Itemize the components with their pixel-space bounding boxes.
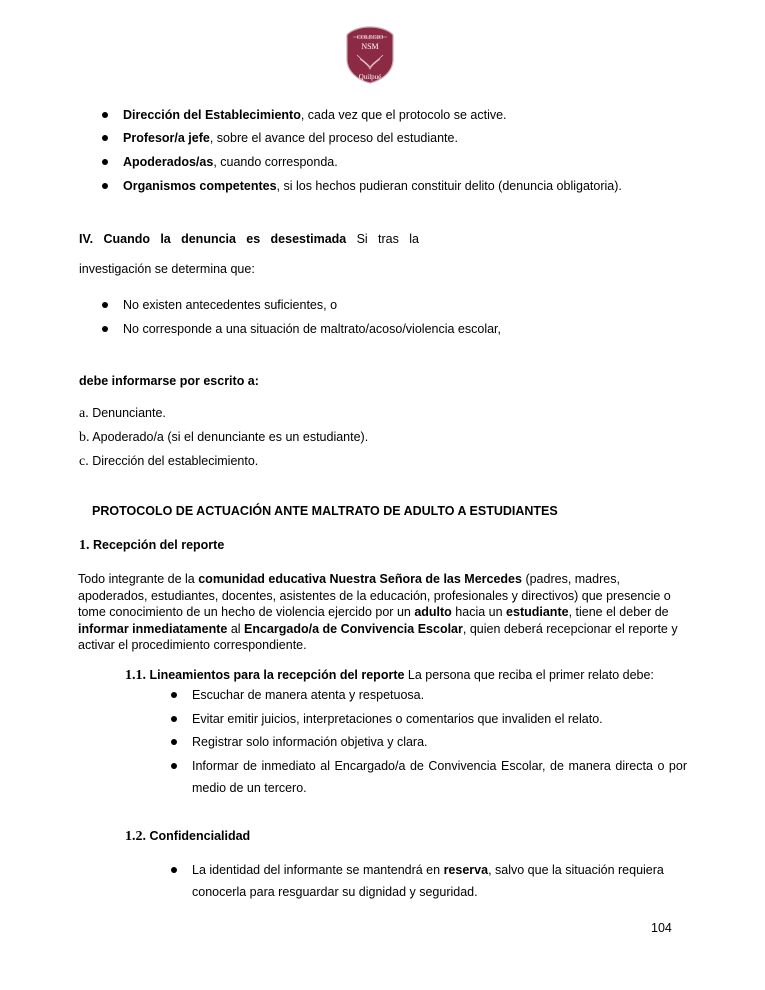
svg-text:NSM: NSM (361, 42, 379, 51)
list-item-text: , sobre el avance del proceso del estudiante. (209, 131, 458, 145)
inform-heading: debe informarse por escrito a: (79, 374, 259, 388)
heading-word: es (246, 232, 261, 246)
heading-word: tras (378, 232, 399, 246)
list-letter: b. (79, 430, 90, 445)
list-item: Evitar emitir juicios, interpretaciones o comentarios que invaliden el relato. (192, 712, 603, 726)
svg-text:COLEGIO: COLEGIO (356, 35, 384, 41)
svg-text:Quilpué: Quilpué (358, 73, 382, 81)
list-item: Registrar solo información objetiva y clara. (192, 735, 428, 749)
page-number: 104 (651, 921, 672, 935)
school-crest-logo (343, 25, 397, 85)
list-item-text: , si los hechos pudieran constituir delito (denuncia obligatoria). (276, 179, 622, 193)
text-run: , salvo que la situación requiera conocerla para resguardar su dignidad y seguridad. (192, 863, 664, 899)
bold-run: adulto (414, 605, 452, 619)
section-title: Recepción del reporte (92, 538, 225, 552)
text-run: La identidad del informante se mantendrá en (192, 863, 444, 877)
section-number: 1.1. (125, 668, 146, 683)
heading-word: denuncia (181, 232, 236, 246)
bullet-dot (171, 867, 177, 873)
text-run: (padres, madres, apoderados, estudiantes, docentes, asistentes de la educación, profesionales y directivos) que presencie o tome conocimiento de un hecho de violencia ejercido por un (78, 572, 671, 619)
bold-run: reserva (443, 863, 489, 877)
text-run: , quien deberá recepcionar el reporte y activar el procedimiento correspondiente. (78, 621, 678, 652)
list-item-bold: Profesor/a jefe (123, 131, 210, 145)
bullet-dot (171, 692, 177, 698)
list-item (123, 131, 458, 145)
bullet-dot (102, 302, 108, 308)
list-item (123, 108, 507, 122)
section-number: 1. (79, 538, 90, 553)
section-1-heading (79, 538, 224, 554)
section-iv-line2: investigación se determina que: (79, 262, 255, 276)
section-title: Confidencialidad (149, 829, 251, 843)
list-item-text: , cuando corresponda. (213, 155, 338, 169)
heading-word: Si (356, 232, 368, 246)
bullet-dot (102, 112, 108, 118)
list-item (79, 430, 368, 446)
section-1-2-heading (125, 829, 250, 845)
section-1-paragraph (78, 571, 678, 654)
heading-word: Cuando (103, 232, 150, 246)
bullet-dot (171, 739, 177, 745)
list-item-text: Dirección del establecimiento. (92, 454, 259, 468)
list-item (123, 155, 338, 169)
section-title: Lineamientos para la recepción del reporte (149, 668, 405, 682)
heading-word: desestimada (270, 232, 347, 246)
section-1-1-heading (125, 668, 654, 684)
bold-run: estudiante (506, 605, 569, 619)
list-item (79, 406, 166, 422)
list-letter: a. (79, 406, 89, 421)
list-item (123, 179, 622, 193)
text-run: , tiene el deber de (568, 605, 669, 619)
list-item: No existen antecedentes suficientes, o (123, 298, 338, 312)
list-item-text: , cada vez que el protocolo se active. (300, 108, 507, 122)
list-item: Escuchar de manera atenta y respetuosa. (192, 688, 425, 702)
list-letter: c. (79, 454, 89, 469)
text-run: hacia un (451, 605, 507, 619)
list-item-text: Denunciante. (92, 406, 166, 420)
bullet-dot (102, 159, 108, 165)
section-lead-text: La persona que reciba el primer relato debe: (404, 668, 654, 682)
heading-word: la (160, 232, 171, 246)
list-item: No corresponde a una situación de maltrato/acoso/violencia escolar, (123, 322, 501, 336)
bullet-dot (171, 716, 177, 722)
list-item: Informar de inmediato al Encargado/a de Convivencia Escolar, de manera directa o por medio de un tercero. (192, 759, 687, 795)
protocol-title: PROTOCOLO DE ACTUACIÓN ANTE MALTRATO DE ADULTO A ESTUDIANTES (92, 504, 558, 518)
bullet-dot (102, 135, 108, 141)
bold-run: informar inmediatamente (78, 621, 228, 636)
bold-run: Encargado/a de Convivencia Escolar (244, 621, 463, 636)
bullet-dot (102, 183, 108, 189)
bullet-dot (171, 763, 177, 769)
heading-word: IV. (79, 232, 94, 246)
list-item-bold: Apoderados/as (123, 155, 214, 169)
section-number: 1.2. (125, 829, 146, 844)
bullet-dot (102, 326, 108, 332)
bold-run: comunidad educativa Nuestra Señora de las Mercedes (198, 572, 522, 586)
text-run: al (227, 621, 245, 636)
heading-word: la (409, 232, 419, 246)
list-item-text: Apoderado/a (si el denunciante es un estudiante). (92, 430, 369, 444)
list-item-bold: Organismos competentes (123, 179, 277, 193)
list-item (192, 859, 689, 903)
section-iv-heading (79, 232, 419, 246)
text-run: Todo integrante de la (78, 572, 199, 586)
list-item (79, 454, 258, 470)
list-item-bold: Dirección del Establecimiento (123, 108, 301, 122)
